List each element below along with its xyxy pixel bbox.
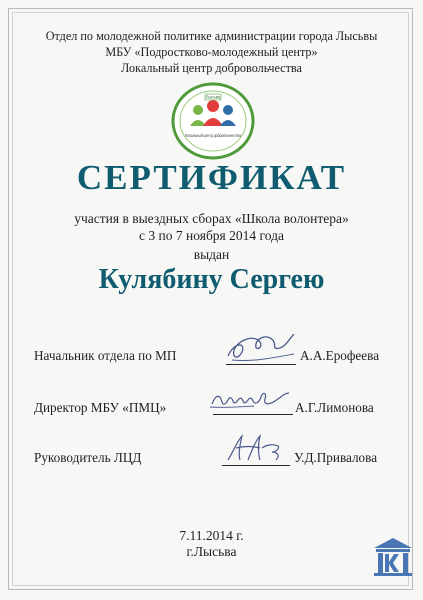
issue-place: г.Лысьва [186,544,237,559]
signer-role-2: Директор МБУ «ПМЦ» [34,400,167,415]
handwritten-signature-3 [222,430,286,466]
person-head-green [193,105,203,115]
signer-name-3: У.Д.Привалова [294,450,378,465]
volunteer-center-logo [170,82,256,160]
handwritten-signature-2 [208,386,296,416]
date-range-line: с 3 по 7 ноября 2014 года [139,228,284,243]
signer-name-1: А.А.Ерофеева [300,348,380,363]
issuer-line-1: Отдел по молодежной политике администрации города Лысьвы [45,29,378,43]
handwritten-signature-1 [220,334,302,368]
nk-watermark-logo [372,536,414,578]
participation-line: участия в выездных сборах «Школа волонтера» [74,211,349,226]
person-head-blue [223,105,233,115]
logo-ring-text-top: Лысьва [205,94,221,100]
issued-to-label: выдан [193,247,230,262]
signer-role-1: Начальник отдела по МП [34,348,177,363]
issuer-header [0,28,423,76]
person-head-red [207,100,219,112]
signer-role-3: Руководитель ЛЦД [34,450,142,465]
issuer-line-2: МБУ «Подростково-молодежный центр» [105,45,318,59]
logo-ring-text-bottom: Локальный центр добровольчества [185,133,242,138]
recipient-name: Кулябину Сергею [98,264,325,295]
issuer-line-3: Локальный центр добровольчества [121,61,302,75]
certificate-title: СЕРТИФИКАТ [76,158,347,197]
signer-name-2: А.Г.Лимонова [295,400,374,415]
issue-date: 7.11.2014 г. [179,528,244,543]
